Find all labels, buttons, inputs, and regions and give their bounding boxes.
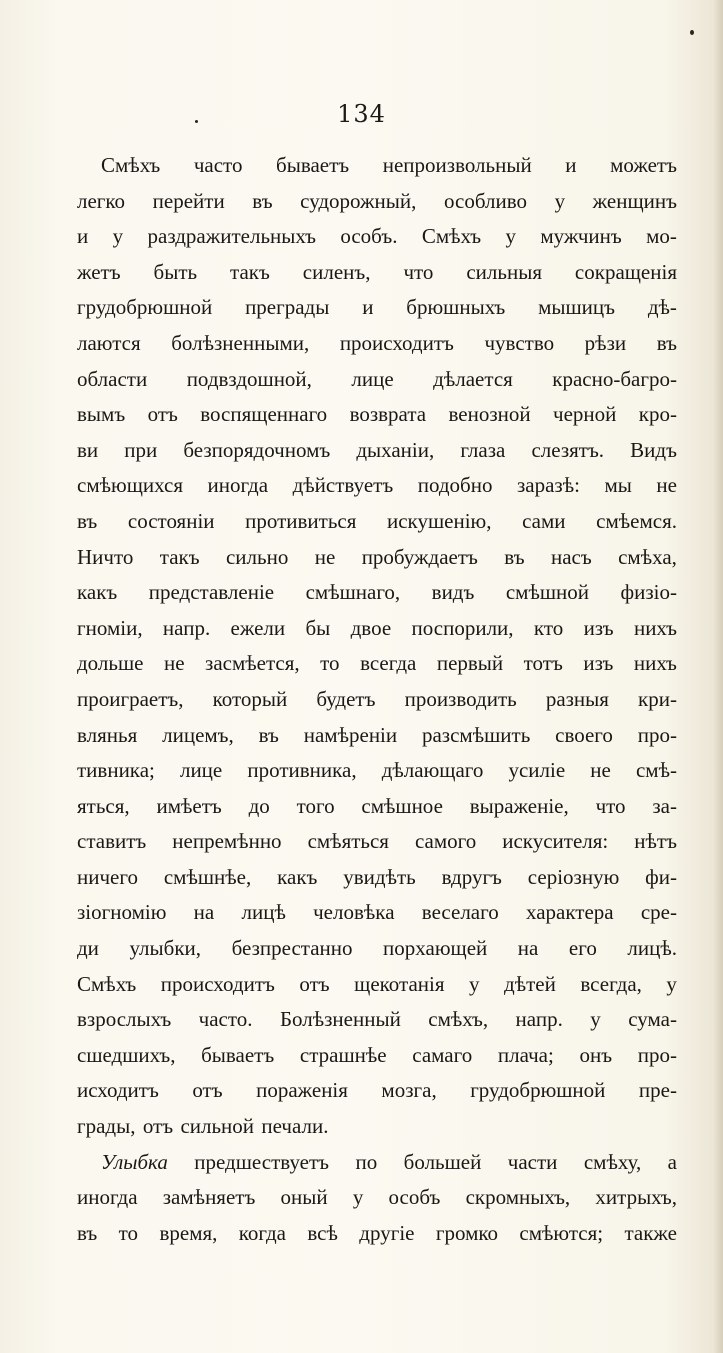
word: лицѣ.: [627, 936, 677, 961]
word: въ: [504, 544, 525, 569]
word: брюшныхъ: [406, 295, 506, 320]
text-line: [77, 967, 677, 1003]
word: перейти: [152, 188, 225, 213]
word: какъ: [77, 580, 118, 605]
word: про-: [637, 1042, 677, 1067]
word: смѣху,: [583, 1149, 642, 1174]
word: отъ: [299, 971, 330, 996]
word: будетъ: [316, 686, 376, 711]
word: дѣ-: [647, 295, 677, 320]
word: бываетъ: [276, 153, 350, 177]
word: а: [667, 1149, 677, 1174]
word: женщинъ: [592, 188, 677, 213]
word: самого: [414, 829, 477, 854]
word: когда: [238, 1220, 286, 1245]
word: который: [212, 686, 288, 711]
word: порхающей: [383, 936, 488, 961]
word: поспорили,: [411, 615, 514, 640]
text-line: [77, 1002, 677, 1038]
word: ставитъ: [77, 829, 147, 854]
text-line: [77, 860, 677, 896]
word: смѣющихся: [77, 473, 183, 498]
word: грудобрюшной: [77, 295, 213, 320]
word: что: [403, 259, 434, 284]
text-line: [77, 504, 677, 540]
text-line: [77, 540, 677, 576]
word: у: [469, 971, 480, 996]
text-line: [77, 1109, 677, 1145]
word: какъ: [277, 864, 318, 889]
text-line: [77, 931, 677, 967]
page-number: 134: [337, 100, 386, 128]
body-text: [77, 148, 677, 1251]
word: усиліе: [508, 758, 566, 783]
word: предшествуетъ: [194, 1149, 330, 1174]
text-line: [77, 290, 677, 326]
text-line: [77, 1073, 677, 1109]
word: характера: [525, 900, 614, 925]
word: и: [565, 153, 577, 177]
text-line: [77, 718, 677, 754]
word: всегда,: [580, 971, 642, 996]
word: хитрыхъ,: [595, 1185, 677, 1210]
word: лице: [351, 366, 394, 391]
word: такъ: [230, 259, 270, 284]
word: засмѣется,: [205, 651, 300, 676]
word: тотъ: [523, 651, 563, 676]
text-line: [77, 1145, 677, 1181]
word: не: [163, 651, 185, 676]
word: своего: [555, 722, 613, 747]
word: смѣшнѣе,: [163, 864, 252, 889]
word: ничего: [77, 864, 138, 889]
word: щекотанія: [354, 971, 445, 996]
word: непроизвольный: [382, 153, 532, 177]
word: другіе: [359, 1220, 415, 1245]
word: не: [314, 544, 336, 569]
word: лаются: [77, 330, 141, 355]
word: у: [554, 188, 566, 213]
text-line: [77, 362, 677, 398]
word: дѣлающаго: [381, 758, 484, 783]
word: у: [666, 971, 677, 996]
word: на: [193, 900, 215, 925]
word: Ничто: [77, 544, 134, 569]
word: венозной: [448, 402, 531, 427]
word: смѣшной: [505, 580, 589, 605]
word: на: [517, 936, 539, 961]
word: подобно: [417, 473, 493, 498]
word: слезятъ.: [531, 437, 605, 462]
word: грудобрюшной: [470, 1078, 606, 1103]
word: черной: [553, 402, 617, 427]
word: въ: [77, 1220, 98, 1245]
word: выраженіе,: [469, 793, 569, 818]
word: первый: [436, 651, 504, 676]
word: печали.: [261, 1114, 329, 1139]
word: разсмѣшить: [421, 722, 531, 747]
word: не: [656, 473, 677, 498]
word: раздражительныхъ: [147, 224, 316, 249]
word: Улыбка: [101, 1149, 168, 1174]
word: нихъ: [633, 651, 677, 676]
word: бываетъ: [201, 1042, 275, 1067]
word: сильно: [225, 544, 289, 569]
word: ежели: [230, 615, 286, 640]
word: производить: [404, 686, 517, 711]
word: такъ: [159, 544, 200, 569]
word: кри-: [638, 686, 677, 711]
text-line: [77, 219, 677, 255]
text-line: [77, 682, 677, 718]
word: вдругъ: [441, 864, 502, 889]
word: страшнѣе: [299, 1042, 387, 1067]
word: быть: [153, 259, 198, 284]
page-edge-shadow: [713, 0, 723, 1353]
text-line: [77, 824, 677, 860]
text-line: [77, 611, 677, 647]
word: не: [590, 758, 611, 783]
word: особъ.: [340, 224, 398, 249]
word: области: [77, 366, 148, 391]
word: судорожный,: [300, 188, 417, 213]
word: безпрестанно: [231, 936, 353, 961]
word: серіозную: [527, 864, 620, 889]
word: бы: [305, 615, 331, 640]
word: фи-: [645, 864, 677, 889]
text-line: [77, 1038, 677, 1074]
word: заразѣ:: [516, 473, 580, 498]
word: намѣреніи: [303, 722, 398, 747]
word: смѣшное: [361, 793, 443, 818]
word: ви: [77, 437, 99, 462]
text-line: [77, 326, 677, 362]
word: большей: [403, 1149, 482, 1174]
text-line: [77, 184, 677, 220]
word: исходитъ: [77, 1078, 159, 1103]
word: иногда: [77, 1185, 138, 1210]
word: преграды: [245, 295, 330, 320]
word: время,: [159, 1220, 218, 1245]
word: сами: [522, 508, 566, 533]
word: особъ: [388, 1185, 441, 1210]
word: напр.: [515, 1007, 563, 1032]
word: Смѣхъ: [421, 224, 482, 249]
word: рѣзи: [584, 330, 627, 355]
text-line: [77, 895, 677, 931]
word: мышицъ: [538, 295, 615, 320]
word: тивника;: [77, 758, 155, 783]
word: особливо: [443, 188, 527, 213]
text-line: [77, 468, 677, 504]
word: красно-багро-: [552, 366, 677, 391]
word: смѣяться: [307, 829, 389, 854]
text-line: [77, 753, 677, 789]
word: Смѣхъ: [77, 971, 137, 996]
word: человѣка: [313, 900, 395, 925]
word: кро-: [638, 402, 677, 427]
word: часто: [193, 153, 243, 177]
word: противиться: [245, 508, 357, 533]
word: имѣетъ: [156, 793, 222, 818]
word: что: [595, 793, 626, 818]
ink-speck: [690, 30, 694, 35]
word: подвздошной,: [186, 366, 312, 391]
word: сшедшихъ,: [77, 1042, 176, 1067]
word: сильныя: [466, 259, 542, 284]
word: мы: [604, 473, 632, 498]
word: зіогномію: [77, 900, 167, 925]
word: громко: [435, 1220, 499, 1245]
word: въ: [77, 508, 98, 533]
word: лицѣ: [241, 900, 286, 925]
word: увидѣть: [343, 864, 416, 889]
word: грады,: [77, 1114, 136, 1139]
word: сильной: [180, 1114, 255, 1139]
word: всѣ: [307, 1220, 338, 1245]
word: физіо-: [620, 580, 677, 605]
word: происходитъ: [339, 330, 454, 355]
word: нѣтъ: [634, 829, 677, 854]
word: напр.: [162, 615, 211, 640]
word: веселаго: [421, 900, 499, 925]
word: въ: [252, 188, 273, 213]
word: Смѣхъ: [101, 153, 161, 177]
word: до: [248, 793, 270, 818]
word: онъ: [579, 1042, 613, 1067]
word: лицемъ,: [162, 722, 234, 747]
word: двое: [350, 615, 392, 640]
word: противника,: [247, 758, 357, 783]
word: плача;: [497, 1042, 554, 1067]
word: искусителя:: [502, 829, 609, 854]
word: то: [320, 651, 340, 676]
word: Болѣзненный: [279, 1007, 401, 1032]
word: лице: [179, 758, 223, 783]
word: влянья: [77, 722, 138, 747]
word: вымъ: [77, 402, 126, 427]
word: смѣхъ,: [428, 1007, 489, 1032]
word: также: [624, 1220, 677, 1245]
word: насъ: [550, 544, 592, 569]
word: мо-: [646, 224, 677, 249]
word: дѣлается: [433, 366, 513, 391]
word: при: [124, 437, 158, 462]
word: Видъ: [630, 437, 677, 462]
text-line: [77, 397, 677, 433]
word: того: [296, 793, 335, 818]
word: сума-: [628, 1007, 677, 1032]
text-line: [77, 433, 677, 469]
word: части: [507, 1149, 558, 1174]
word: у: [352, 1185, 364, 1210]
word: то: [118, 1220, 139, 1245]
word: у: [590, 1007, 601, 1032]
word: оный: [280, 1185, 328, 1210]
word: пре-: [638, 1078, 677, 1103]
word: у: [112, 224, 124, 249]
word: сре-: [640, 900, 677, 925]
word: улыбки,: [129, 936, 202, 961]
word: происходитъ: [160, 971, 275, 996]
word: дыханіи,: [356, 437, 435, 462]
word: воспященнаго: [200, 402, 328, 427]
word: мозга,: [381, 1078, 437, 1103]
word: дольше: [77, 651, 144, 676]
word: самаго: [412, 1042, 473, 1067]
word: въ: [258, 722, 279, 747]
word: силенъ,: [302, 259, 371, 284]
word: проигрaетъ,: [77, 686, 184, 711]
word: и: [77, 224, 89, 249]
word: состояніи: [127, 508, 215, 533]
word: смѣ-: [635, 758, 677, 783]
word: за-: [652, 793, 677, 818]
text-line: [77, 646, 677, 682]
word: пробуждаетъ: [361, 544, 478, 569]
word: смѣха,: [618, 544, 677, 569]
word: и: [362, 295, 374, 320]
word: безпорядочномъ: [183, 437, 331, 462]
word: непремѣнно: [172, 829, 282, 854]
word: смѣемся.: [596, 508, 677, 533]
word: можетъ: [610, 153, 677, 177]
word: изъ: [583, 651, 614, 676]
word: иногда: [207, 473, 269, 498]
ink-speck: [195, 120, 198, 123]
word: смѣшнаго,: [305, 580, 401, 605]
word: дѣйствуетъ: [292, 473, 394, 498]
word: дѣтей: [504, 971, 556, 996]
text-line: [77, 1180, 677, 1216]
word: про-: [637, 722, 677, 747]
word: изъ: [583, 615, 614, 640]
word: яться,: [77, 793, 130, 818]
word: видъ: [431, 580, 475, 605]
word: нихъ: [633, 615, 677, 640]
word: смѣются;: [519, 1220, 604, 1245]
word: кто: [533, 615, 564, 640]
word: возврата: [349, 402, 427, 427]
word: у: [505, 224, 516, 249]
word: ди: [77, 936, 99, 961]
word: замѣняетъ: [162, 1185, 256, 1210]
word: отъ: [142, 1114, 174, 1139]
word: гноміи,: [77, 615, 143, 640]
word: въ: [656, 330, 677, 355]
word: легко: [77, 188, 126, 213]
text-line: [77, 1216, 677, 1252]
word: жетъ: [77, 259, 121, 284]
word: часто.: [198, 1007, 253, 1032]
word: глаза: [460, 437, 506, 462]
word: представленіе: [148, 580, 275, 605]
word: искушенію,: [387, 508, 492, 533]
text-line: [77, 575, 677, 611]
word: отъ: [192, 1078, 223, 1103]
word: всегда: [360, 651, 417, 676]
word: разныя: [545, 686, 609, 711]
word: взрослыхъ: [77, 1007, 172, 1032]
word: мужчинъ: [540, 224, 622, 249]
text-line: [77, 789, 677, 825]
word: скромныхъ,: [465, 1185, 571, 1210]
word: сокращенія: [574, 259, 677, 284]
word: по: [355, 1149, 378, 1174]
text-line: [77, 148, 677, 184]
word: болѣзненными,: [171, 330, 310, 355]
word: чувство: [484, 330, 555, 355]
word: отъ: [147, 402, 178, 427]
text-line: [77, 255, 677, 291]
word: пораженія: [256, 1078, 348, 1103]
word: его: [568, 936, 597, 961]
